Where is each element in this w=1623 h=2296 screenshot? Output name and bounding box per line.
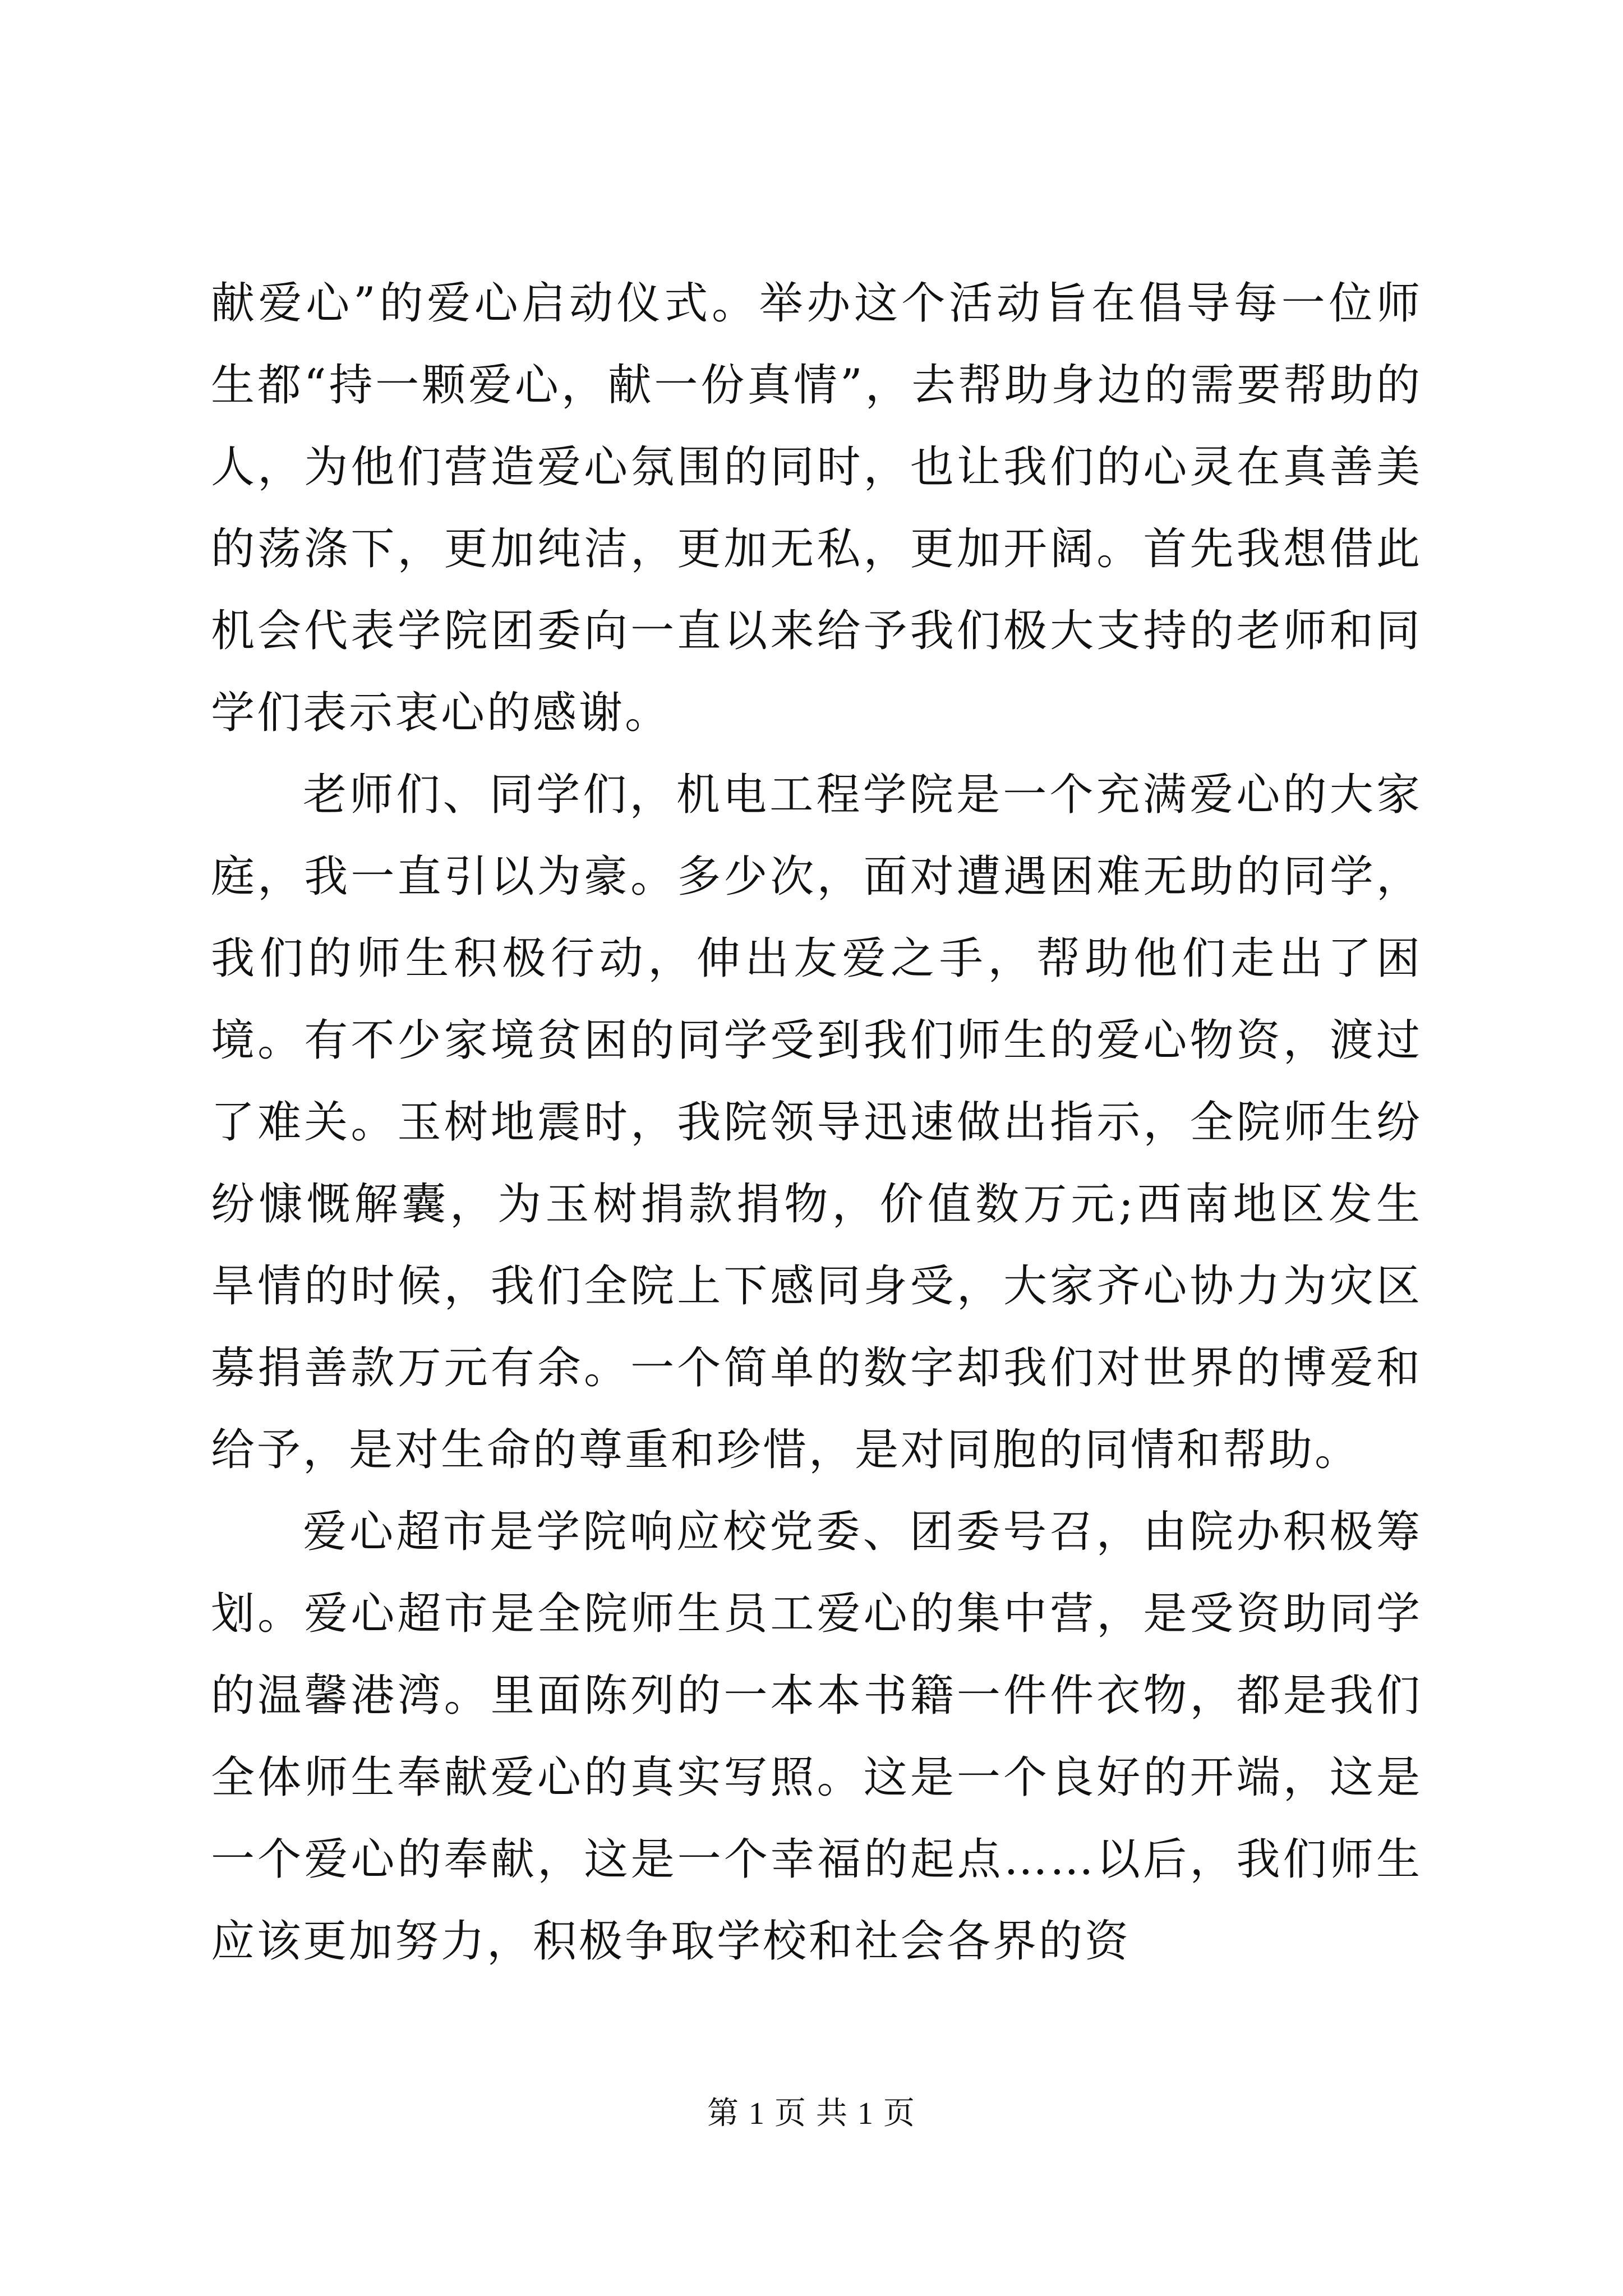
document-body: [211, 263, 1422, 1982]
paragraph-1: 献爱心”的爱心启动仪式。举办这个活动旨在倡导每一位师生都“持一颗爱心，献一份真情”，去帮助身边的需要帮助的人，为他们营造爱心氛围的同时，也让我们的心灵在真善美的荡涤下，更加纯洁，更加无私，更加开阔。首先我想借此机会代表学院团委向一直以来给予我们极大支持的老师和同学们表示衷心的感谢。: [211, 278, 1422, 738]
page-footer: 第 1 页 共 1 页: [707, 2096, 916, 2131]
paragraph-2: 老师们、同学们，机电工程学院是一个充满爱心的大家庭，我一直引以为豪。多少次，面对遭遇困难无助的同学，我们的师生积极行动，伸出友爱之手，帮助他们走出了困境。有不少家境贫困的同学受到我们师生的爱心物资，渡过了难关。玉树地震时，我院领导迅速做出指示，全院师生纷纷慷慨解囊，为玉树捐款捐物，价值数万元;西南地区发生旱情的时候，我们全院上下感同身受，大家齐心协力为灾区募捐善款万元有余。一个简单的数字却我们对世界的博爱和给予，是对生命的尊重和珍惜，是对同胞的同情和帮助。: [211, 770, 1422, 1475]
paragraph-3: 爱心超市是学院响应校党委、团委号召，由院办积极筹划。爱心超市是全院师生员工爱心的集中营，是受资助同学的温馨港湾。里面陈列的一本本书籍一件件衣物，都是我们全体师生奉献爱心的真实写照。这是一个良好的开端，这是一个爱心的奉献，这是一个幸福的起点……以后，我们师生应该更加努力，积极争取学校和社会各界的资: [211, 1507, 1422, 1967]
